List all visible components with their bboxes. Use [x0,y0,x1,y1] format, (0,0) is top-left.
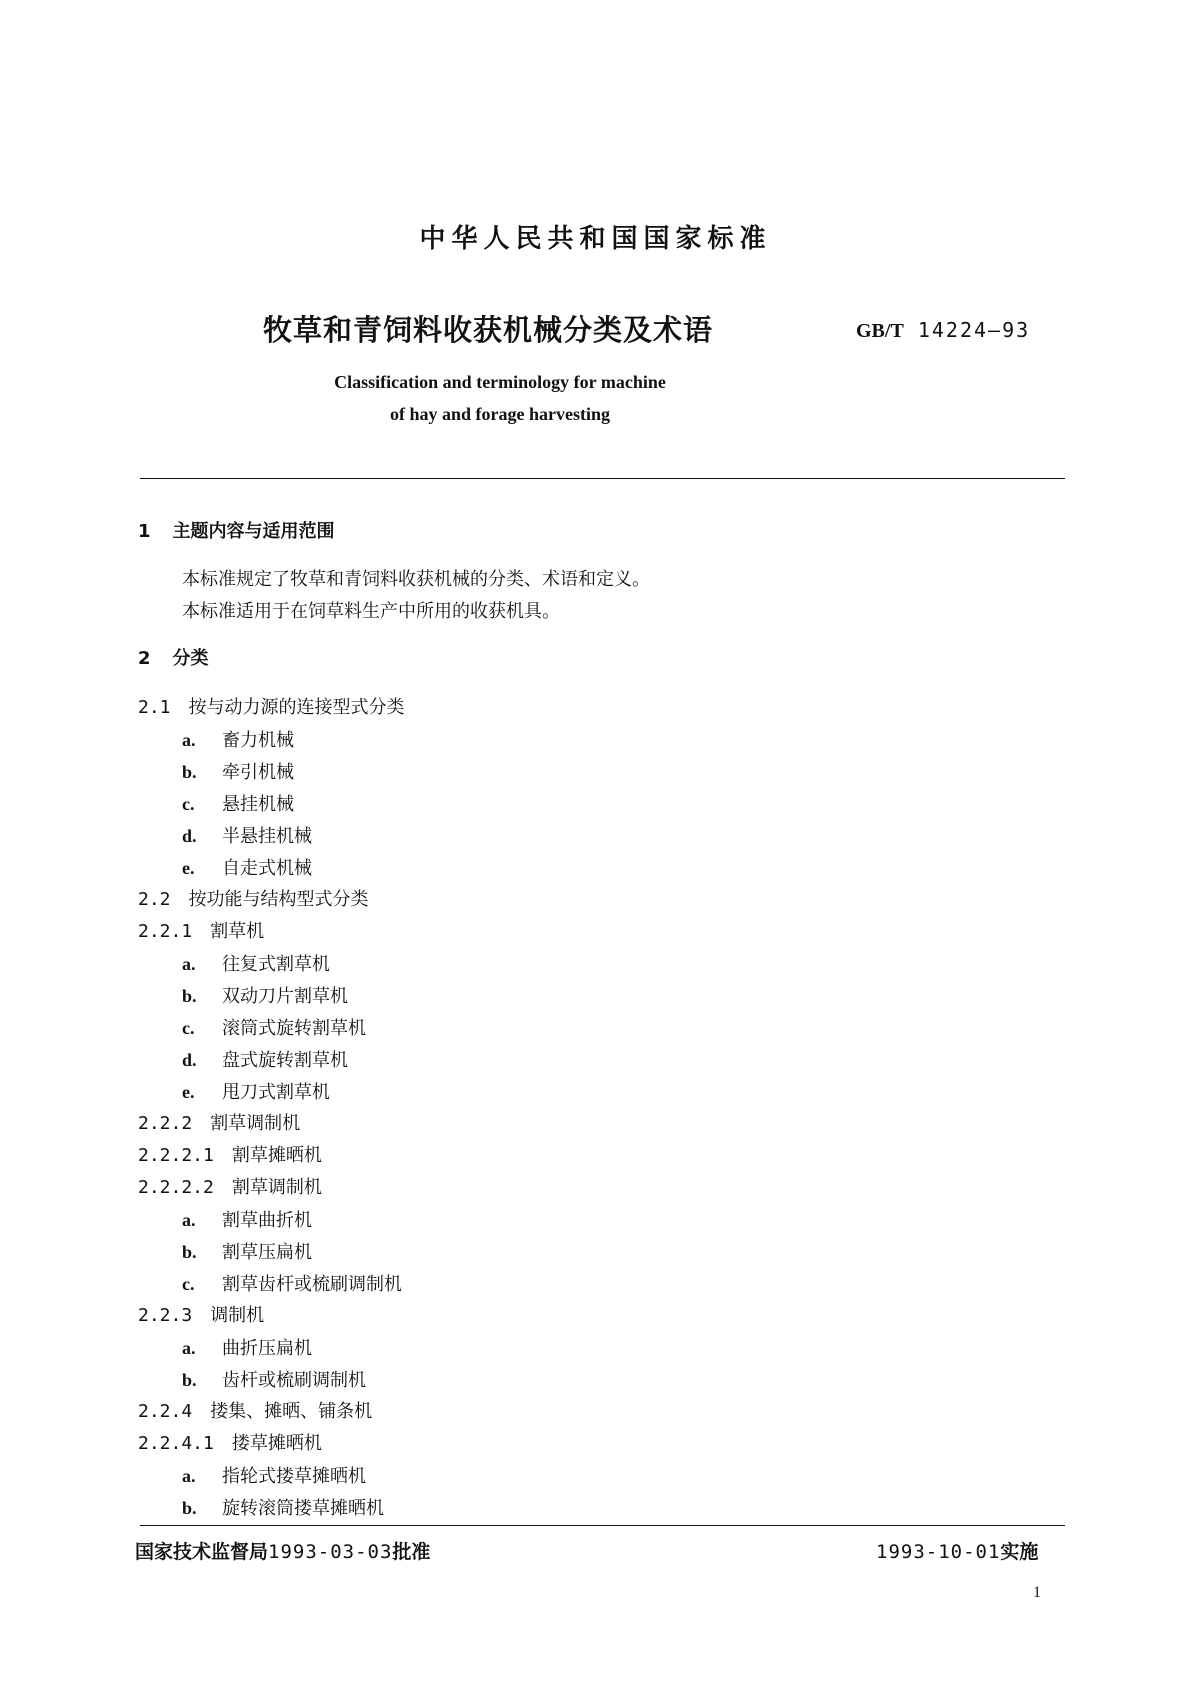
line-text: 搂草摊晒机 [231,1433,322,1454]
approval-label: 批准 [392,1541,431,1563]
list-item [182,793,294,816]
clause-number: 1 [138,521,151,542]
item-letter: c. [182,794,195,814]
line-text: 割草调制机 [231,1177,322,1198]
line-text: 甩刀式割草机 [222,1082,330,1103]
paragraph [182,569,650,591]
list-item [182,1273,402,1296]
clause-heading [138,921,264,943]
line-text: 齿杆或梳刷调制机 [222,1370,366,1391]
line-text: 割草调制机 [210,1113,301,1134]
line-text: 割草压扁机 [222,1242,312,1263]
clause-number: 2.2.1 [138,921,193,942]
line-text: 搂集、摊晒、铺条机 [210,1401,373,1422]
clause-number: 2.2.4 [138,1401,193,1422]
item-letter: d. [182,826,197,846]
clause-heading [138,1401,372,1423]
line-text: 往复式割草机 [222,954,330,975]
line-text: 本标准适用于在饲草料生产中所用的收获机具。 [182,601,560,622]
section-heading [138,648,209,670]
line-text: 按功能与结构型式分类 [188,889,369,910]
footer-divider [140,1525,1065,1526]
item-letter: b. [182,986,197,1006]
line-text: 按与动力源的连接型式分类 [188,697,405,718]
line-text: 双动刀片割草机 [222,986,348,1007]
line-text: 调制机 [210,1305,265,1326]
list-item [182,1497,384,1520]
clause-heading [138,1113,300,1135]
section-heading [138,521,335,543]
line-text: 分类 [172,648,209,669]
item-letter: c. [182,1018,195,1038]
item-letter: b. [182,1242,197,1262]
item-letter: c. [182,1274,195,1294]
clause-number: 2.2.2.1 [138,1145,214,1166]
item-letter: e. [182,858,195,878]
line-text: 滚筒式旋转割草机 [222,1018,366,1039]
line-text: 本标准规定了牧草和青饲料收获机械的分类、术语和定义。 [182,569,650,590]
item-letter: b. [182,1498,197,1518]
line-text: 割草齿杆或梳刷调制机 [222,1274,402,1295]
list-item [182,729,294,752]
clause-number: 2.2 [138,889,171,910]
list-item [182,1209,312,1232]
clause-number: 2.2.2 [138,1113,193,1134]
list-item [182,1049,348,1072]
implementation-date: 1993-10-01 [876,1541,1001,1563]
item-letter: a. [182,1338,196,1358]
list-item [182,1017,366,1040]
line-text: 指轮式搂草摊晒机 [222,1466,366,1487]
list-item [182,825,312,848]
line-text: 牵引机械 [222,762,294,783]
document-title-en-line1: Classification and terminology for machine [334,372,666,392]
national-standard-heading: 中华人民共和国国家标准 [419,224,772,254]
item-letter: a. [182,954,196,974]
item-letter: a. [182,1210,196,1230]
line-text: 旋转滚筒搂草摊晒机 [222,1498,384,1519]
implementation-label: 实施 [1000,1541,1039,1563]
line-text: 自走式机械 [222,858,312,879]
line-text: 主题内容与适用范围 [172,521,335,542]
list-item [182,985,348,1008]
line-text: 半悬挂机械 [222,826,312,847]
list-item [182,857,312,880]
page-number: 1 [1033,1584,1041,1601]
item-letter: e. [182,1082,195,1102]
clause-heading [138,1433,322,1455]
line-text: 割草曲折机 [222,1210,312,1231]
list-item [182,1369,366,1392]
list-item [182,1081,330,1104]
clause-number: 2.2.2.2 [138,1177,214,1198]
document-title-en-line2: of hay and forage harvesting [390,404,610,424]
standard-number [856,318,1030,343]
item-letter: b. [182,1370,197,1390]
list-item [182,1465,366,1488]
paragraph [182,601,560,623]
clause-heading [138,697,405,719]
item-letter: d. [182,1050,197,1070]
approval-date: 1993-03-03 [268,1541,393,1563]
clause-heading [138,1177,322,1199]
line-text: 悬挂机械 [222,794,294,815]
line-text: 割草摊晒机 [231,1145,322,1166]
header-divider [140,478,1065,479]
implementation-info [876,1537,1038,1564]
item-letter: a. [182,1466,196,1486]
list-item [182,1241,312,1264]
clause-number: 2.2.3 [138,1305,193,1326]
clause-number: 2.1 [138,697,171,718]
clause-heading [138,1305,264,1327]
item-letter: a. [182,730,196,750]
approval-org: 国家技术监督局 [135,1541,269,1563]
list-item [182,1337,312,1360]
standard-prefix: GB/T [856,320,904,342]
list-item [182,761,294,784]
clause-number: 2 [138,648,151,669]
approval-info [135,1537,430,1564]
clause-heading [138,889,369,911]
line-text: 割草机 [210,921,265,942]
standard-code: 14224—93 [917,318,1031,342]
clause-number: 2.2.4.1 [138,1433,214,1454]
list-item [182,953,330,976]
clause-heading [138,1145,322,1167]
document-title-cn: 牧草和青饲料收获机械分类及术语 [263,313,714,347]
line-text: 曲折压扁机 [222,1338,312,1359]
line-text: 畜力机械 [222,730,294,751]
line-text: 盘式旋转割草机 [222,1050,348,1071]
item-letter: b. [182,762,197,782]
